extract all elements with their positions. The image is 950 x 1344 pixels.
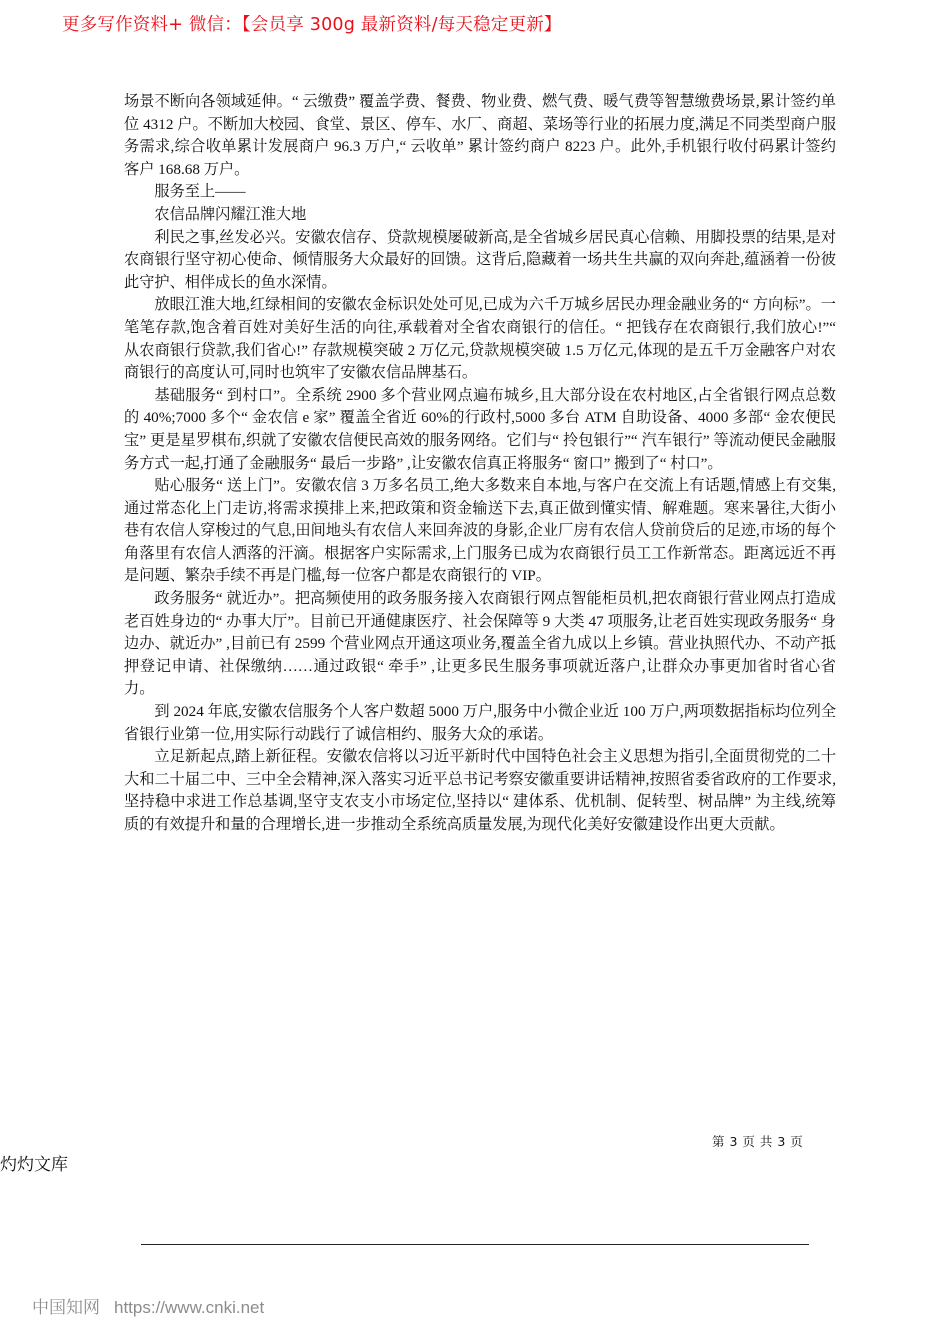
section-heading-line-2: 农信品牌闪耀江淮大地	[154, 205, 307, 223]
cnki-url-link[interactable]: https://www.cnki.net	[114, 1298, 265, 1317]
library-watermark: 灼灼文库	[0, 1155, 68, 1175]
paragraph-continued-intro: 场景不断向各领域延伸。“ 云缴费” 覆盖学费、餐费、物业费、燃气费、暖气费等智慧缴费场景,累计签约单位 4312 户。不断加大校园、食堂、景区、停车、水厂、商超、菜场等行业的拓展力度,满足不同类型商户服务需求,综合收单累计发展商户 96.3 万户,“ 云收单” 累计签约商户 8223 户。此外,手机银行收付码累计签约客户 168.68 万户。	[124, 93, 836, 178]
section-heading-line-1: 服务至上——	[154, 183, 246, 201]
paragraph-new-journey: 立足新起点,踏上新征程。安徽农信将以习近平新时代中国特色社会主义思想为指引,全面贯彻党的二十大和二十届二中、三中全会精神,深入落实习近平总书记考察安徽重要讲话精神,按照省委省政府的工作要求,坚持稳中求进工作总基调,坚守支农支小市场定位,坚持以“ 建体系、优机制、促转型、树品牌” 为主线,统筹质的有效提升和量的合理增长,进一步推动全系统高质量发展,为现代化美好安徽建设作出更大贡献。	[124, 748, 836, 833]
paragraph-2024-summary: 到 2024 年底,安徽农信服务个人客户数超 5000 万户,服务中小微企业近 100 万户,两项数据指标均位列全省银行业第一位,用实际行动践行了诚信相约、服务大众的承诺。	[124, 703, 836, 743]
footer-divider	[141, 1244, 809, 1245]
paragraph-doorstep-service: 贴心服务“ 送上门”。安徽农信 3 万多名员工,绝大多数来自本地,与客户在交流上有话题,情感上有交集,通过常态化上门走访,将需求摸排上来,把政策和资金输送下去,真正做到懂实情、解难题。寒来暑往,大街小巷有农信人穿梭过的气息,田间地头有农信人来回奔波的身影,企业厂房有农信人贷前贷后的足迹,市场的每个角落里有农信人洒落的汗滴。根据客户实际需求,上门服务已成为农商银行员工工作新常态。距离远近不再是问题、繁杂手续不再是门槛,每一位客户都是农商银行的 VIP。	[124, 477, 836, 585]
paragraph-brand-landmark: 放眼江淮大地,红绿相间的安徽农金标识处处可见,已成为六千万城乡居民办理金融业务的“ 方向标”。一笔笔存款,饱含着百姓对美好生活的向往,承载着对全省农商银行的信任。“ 把钱存在农商银行,我们放心!”“ 从农商银行贷款,我们省心!” 存款规模突破 2 万亿元,贷款规模突破 1.5 万亿元,体现的是五千万金融客户对农商银行的高度认可,同时也筑牢了安徽农信品牌基石。	[124, 296, 836, 382]
promo-banner: 更多写作资料+ 微信：【会员享 300g 最新资料/每天稳定更新】	[62, 15, 562, 35]
cnki-logo-text: 中国知网	[32, 1298, 100, 1318]
page-number: 第 3 页 共 3 页	[712, 1134, 804, 1149]
paragraph-benefit-people: 利民之事,丝发必兴。安徽农信存、贷款规模屡破新高,是全省城乡居民真心信赖、用脚投票的结果,是对农商银行坚守初心使命、倾情服务大众最好的回馈。这背后,隐藏着一场共生共赢的双向奔赴,蕴涵着一份彼此守护、相伴成长的鱼水深情。	[124, 228, 836, 291]
paragraph-government-service: 政务服务“ 就近办”。把高频使用的政务服务接入农商银行网点智能柜员机,把农商银行营业网点打造成老百姓身边的“ 办事大厅”。目前已开通健康医疗、社会保障等 9 大类 47 项服务,让老百姓实现政务服务“ 身边办、就近办” ,目前已有 2599 个营业网点开通这项业务,覆盖全省九成以上乡镇。营业执照代办、不动产抵押登记申请、社保缴纳……通过政银“ 牵手” ,让更多民生服务事项就近落户,让群众办事更加省时省心省力。	[124, 590, 836, 698]
article-body	[124, 91, 836, 837]
paragraph-basic-service: 基础服务“ 到村口”。全系统 2900 多个营业网点遍布城乡,且大部分设在农村地区,占全省银行网点总数的 40%;7000 多个“ 金农信 e 家” 覆盖全省近 60%的行政村,5000 多台 ATM 自助设备、4000 多部“ 金农便民宝” 更是星罗棋布,织就了安徽农信便民高效的服务网络。它们与“ 拎包银行”“ 汽车银行” 等流动便民金融服务方式一起,打通了金融服务“ 最后一步路” ,让安徽农信真正将服务“ 窗口” 搬到了“ 村口”。	[124, 386, 836, 472]
cnki-footer	[32, 1293, 264, 1318]
